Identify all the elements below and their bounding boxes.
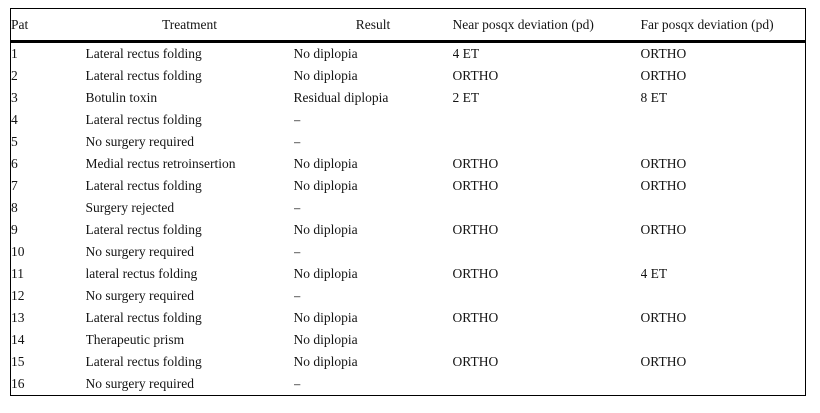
column-header-result: Result [355, 16, 391, 32]
column-header-treatment: Treatment [162, 16, 217, 32]
table-row [11, 153, 806, 175]
table-row [11, 175, 806, 197]
patient-results-table [10, 8, 806, 396]
table-row [11, 329, 806, 351]
cell-treatment: Lateral rectus folding [85, 68, 202, 83]
cell-treatment: Surgery rejected [85, 200, 175, 215]
cell-treatment: Lateral rectus folding [85, 46, 202, 61]
cell-near [453, 329, 641, 351]
cell-treatment: Medial rectus retroinsertion [85, 156, 236, 171]
table-row [11, 219, 806, 241]
table-row [11, 373, 806, 396]
cell-far: ORTHO [640, 178, 687, 193]
cell-treatment: No surgery required [85, 244, 194, 259]
cell-result: – [293, 112, 301, 127]
table-row [11, 42, 806, 66]
cell-result: No diplopia [293, 354, 358, 369]
column-header-far-deviation: Far posqx deviation (pd) [640, 16, 774, 32]
cell-far [641, 329, 806, 351]
table-row [11, 87, 806, 109]
cell-treatment: No surgery required [85, 376, 194, 391]
cell-result: – [293, 288, 301, 303]
cell-far: 4 ET [640, 266, 668, 281]
cell-result: – [293, 244, 301, 259]
cell-near: ORTHO [452, 354, 499, 369]
cell-near: ORTHO [452, 178, 499, 193]
cell-far: ORTHO [640, 68, 687, 83]
cell-near [453, 131, 641, 153]
cell-far [641, 285, 806, 307]
cell-result: – [293, 376, 301, 391]
cell-pat: 13 [11, 310, 25, 325]
cell-treatment: Botulin toxin [85, 90, 158, 105]
cell-pat: 10 [11, 244, 25, 259]
cell-near: ORTHO [452, 156, 499, 171]
cell-pat: 2 [11, 68, 18, 83]
cell-far [641, 131, 806, 153]
cell-result: No diplopia [293, 332, 358, 347]
table-row [11, 285, 806, 307]
cell-near: ORTHO [452, 310, 499, 325]
cell-near: 4 ET [452, 46, 480, 61]
cell-far: ORTHO [640, 310, 687, 325]
table-body [11, 42, 806, 396]
cell-treatment: Lateral rectus folding [85, 112, 202, 127]
cell-treatment: No surgery required [85, 288, 194, 303]
cell-pat: 4 [11, 112, 18, 127]
column-header-pat: Pat [11, 16, 29, 32]
cell-near [453, 241, 641, 263]
cell-near: ORTHO [452, 266, 499, 281]
cell-result: No diplopia [293, 178, 358, 193]
cell-far: ORTHO [640, 354, 687, 369]
cell-pat: 5 [11, 134, 18, 149]
cell-result: No diplopia [293, 156, 358, 171]
cell-near: 2 ET [452, 90, 480, 105]
cell-near [453, 109, 641, 131]
table-row [11, 241, 806, 263]
cell-treatment: No surgery required [85, 134, 194, 149]
column-header-near-deviation: Near posqx deviation (pd) [452, 16, 594, 32]
cell-treatment: Lateral rectus folding [85, 222, 202, 237]
cell-pat: 8 [11, 200, 18, 215]
cell-pat: 14 [11, 332, 25, 347]
cell-far [641, 373, 806, 396]
cell-far: ORTHO [640, 156, 687, 171]
cell-pat: 11 [11, 266, 24, 281]
cell-result: No diplopia [293, 46, 358, 61]
table-row [11, 351, 806, 373]
patient-results-table-frame [10, 8, 805, 396]
table-row [11, 65, 806, 87]
cell-far [641, 241, 806, 263]
cell-near [453, 197, 641, 219]
cell-result: No diplopia [293, 266, 358, 281]
table-row [11, 307, 806, 329]
cell-far: ORTHO [640, 46, 687, 61]
cell-pat: 12 [11, 288, 25, 303]
cell-result: – [293, 134, 301, 149]
cell-result: No diplopia [293, 68, 358, 83]
cell-near: ORTHO [452, 222, 499, 237]
cell-result: No diplopia [293, 310, 358, 325]
table-row [11, 263, 806, 285]
cell-pat: 16 [11, 376, 25, 391]
cell-result: – [293, 200, 301, 215]
cell-near: ORTHO [452, 68, 499, 83]
cell-pat: 9 [11, 222, 18, 237]
cell-pat: 7 [11, 178, 18, 193]
cell-far [641, 197, 806, 219]
cell-treatment: lateral rectus folding [85, 266, 198, 281]
cell-far: ORTHO [640, 222, 687, 237]
table-row [11, 109, 806, 131]
cell-result: No diplopia [293, 222, 358, 237]
header-row [11, 9, 806, 42]
cell-far: 8 ET [640, 90, 668, 105]
cell-treatment: Lateral rectus folding [85, 178, 202, 193]
cell-treatment: Lateral rectus folding [85, 354, 202, 369]
cell-pat: 6 [11, 156, 18, 171]
table-row [11, 131, 806, 153]
cell-result: Residual diplopia [293, 90, 389, 105]
cell-far [641, 109, 806, 131]
cell-treatment: Therapeutic prism [85, 332, 185, 347]
cell-pat: 1 [11, 46, 18, 61]
cell-near [453, 373, 641, 396]
cell-pat: 15 [11, 354, 25, 369]
cell-treatment: Lateral rectus folding [85, 310, 202, 325]
cell-pat: 3 [11, 90, 18, 105]
table-row [11, 197, 806, 219]
cell-near [453, 285, 641, 307]
